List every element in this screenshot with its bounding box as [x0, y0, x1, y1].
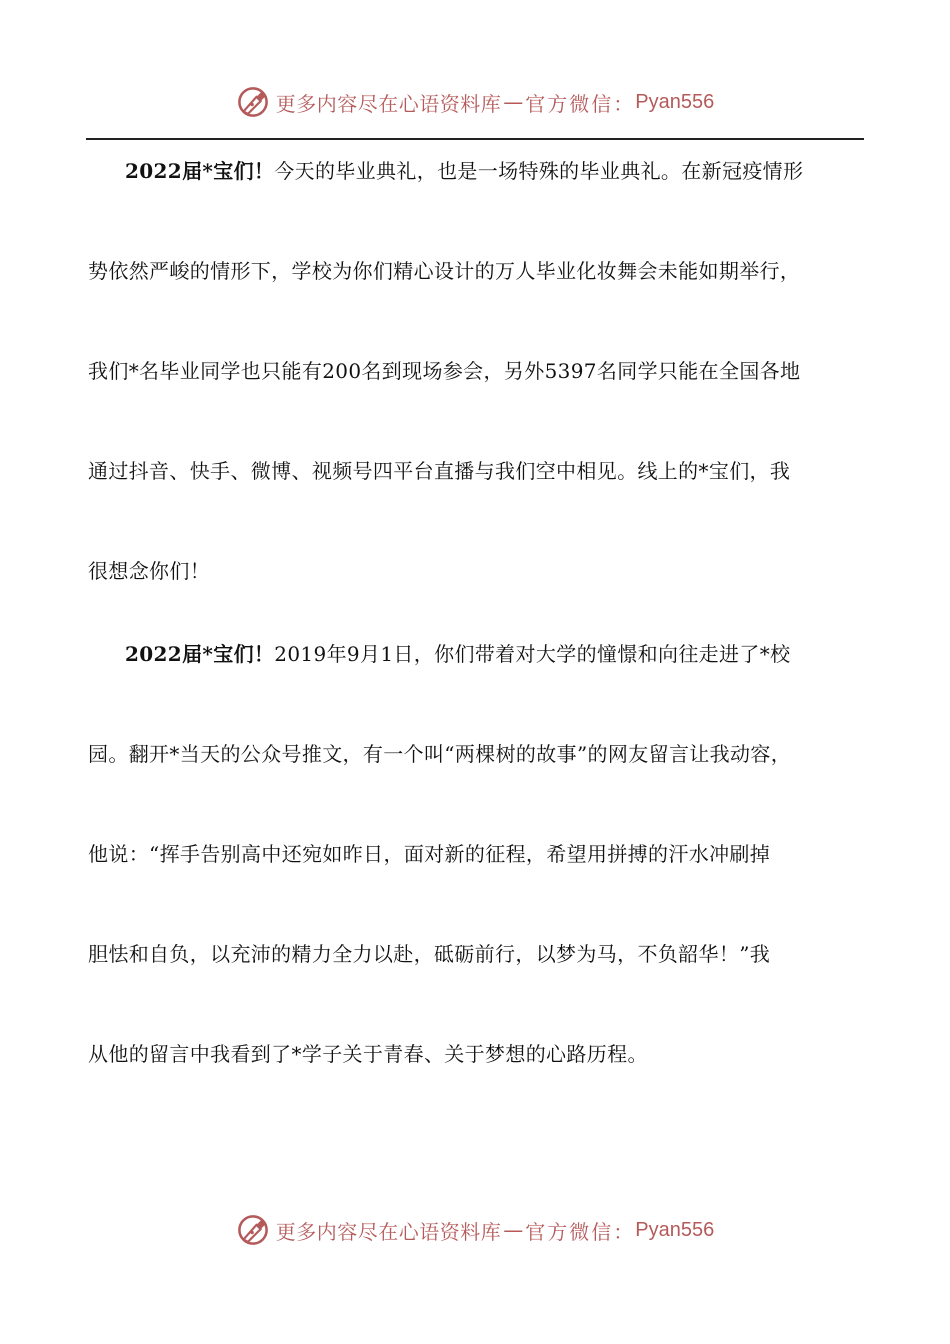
footer-banner — [0, 1210, 950, 1250]
line-text: 今天的毕业典礼，也是一场特殊的毕业典礼。在新冠疫情形 — [274, 159, 804, 183]
paragraph-line — [88, 628, 866, 728]
pen-nib-logo-icon — [236, 85, 270, 119]
header-divider — [86, 138, 864, 140]
paragraph-line: 从他的留言中我看到了*学子关于青春、关于梦想的心路历程。 — [88, 1042, 648, 1066]
header-banner — [0, 82, 950, 122]
paragraph-line: 通过抖音、快手、微博、视频号四平台直播与我们空中相见。线上的*宝们，我 — [88, 459, 791, 483]
pen-nib-logo-icon — [236, 1213, 270, 1247]
paragraph-line: 势依然严峻的情形下，学校为你们精心设计的万人毕业化妆舞会未能如期举行， — [88, 259, 801, 283]
paragraph-line: 我们*名毕业同学也只能有200名到现场参会，另外5397名同学只能在全国各地 — [88, 359, 801, 383]
paragraph-lead: 2022届*宝们！ — [125, 159, 275, 183]
document-body — [88, 145, 866, 1128]
line-text: 2019年9月1日，你们带着对大学的憧憬和向往走进了*校 — [274, 642, 791, 666]
paragraph-line — [88, 145, 866, 245]
paragraph-line: 园。翻开*当天的公众号推文，有一个叫“两棵树的故事”的网友留言让我动容， — [88, 742, 792, 766]
paragraph-line: 胆怯和自负，以充沛的精力全力以赴，砥砺前行，以梦为马，不负韶华！”我 — [88, 942, 771, 966]
paragraph-2 — [88, 628, 866, 1128]
header-dash: — — [503, 90, 524, 114]
paragraph-lead: 2022届*宝们！ — [125, 642, 275, 666]
header-wechat-id: Pyan556 — [635, 90, 715, 113]
paragraph-line: 很想念你们！ — [88, 559, 211, 583]
footer-dash: — — [503, 1218, 524, 1242]
header-site-name: 更多内容尽在心语资料库 — [275, 91, 502, 116]
footer-site-name: 更多内容尽在心语资料库 — [275, 1219, 502, 1244]
footer-wechat-id: Pyan556 — [635, 1218, 715, 1241]
paragraph-line: 他说：“挥手告别高中还宛如昨日，面对新的征程，希望用拼搏的汗水冲刷掉 — [88, 842, 771, 866]
footer-wechat-label: 官方微信： — [525, 1219, 636, 1244]
header-wechat-label: 官方微信： — [525, 91, 636, 116]
paragraph-1 — [88, 145, 866, 645]
